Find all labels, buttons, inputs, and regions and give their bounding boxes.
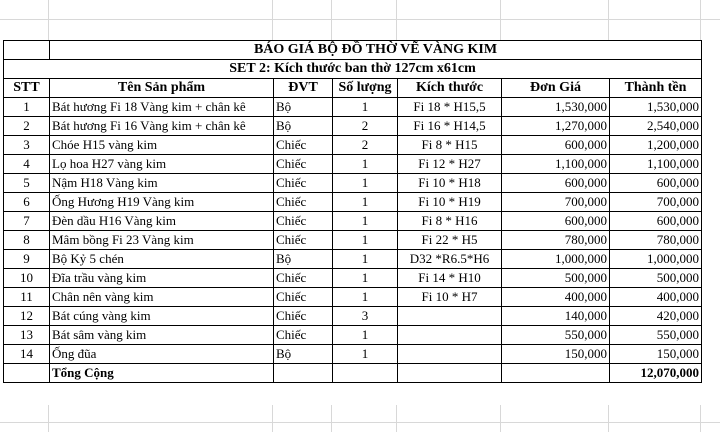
cell-size[interactable]: Fi 8 * H15: [398, 136, 502, 155]
cell-product-name[interactable]: Bát cúng vàng kim: [50, 307, 274, 326]
cell-unit-price[interactable]: 700,000: [502, 193, 610, 212]
empty-cell[interactable]: [4, 364, 50, 383]
cell-unit[interactable]: Bộ: [274, 250, 333, 269]
cell-total[interactable]: 600,000: [610, 174, 702, 193]
cell-product-name[interactable]: Lọ hoa H27 vàng kim: [50, 155, 274, 174]
cell-total[interactable]: 780,000: [610, 231, 702, 250]
cell-quantity[interactable]: 1: [333, 212, 398, 231]
grand-total-value[interactable]: 12,070,000: [610, 364, 702, 383]
cell-stt[interactable]: 1: [4, 98, 50, 117]
cell-unit-price[interactable]: 1,270,000: [502, 117, 610, 136]
header-product-name[interactable]: Tên Sản phẩm: [50, 79, 274, 98]
cell-size[interactable]: Fi 14 * H10: [398, 269, 502, 288]
empty-cell[interactable]: [333, 364, 398, 383]
cell-product-name[interactable]: Bát sâm vàng kim: [50, 326, 274, 345]
cell-quantity[interactable]: 1: [333, 193, 398, 212]
subtitle-row: [4, 60, 702, 79]
cell-quantity[interactable]: 3: [333, 307, 398, 326]
grid-line: [272, 0, 273, 40]
table-row: [4, 174, 702, 193]
grid-line: [608, 405, 609, 432]
cell-unit[interactable]: Chiếc: [274, 155, 333, 174]
cell-quantity[interactable]: 1: [333, 345, 398, 364]
grid-line: [500, 0, 501, 40]
cell-total[interactable]: 1,100,000: [610, 155, 702, 174]
table-row: [4, 307, 702, 326]
cell-size[interactable]: Fi 10 * H7: [398, 288, 502, 307]
cell-stt[interactable]: 13: [4, 326, 50, 345]
cell-total[interactable]: 1,530,000: [610, 98, 702, 117]
grid-line: [0, 19, 720, 20]
cell-quantity[interactable]: 1: [333, 231, 398, 250]
empty-cell[interactable]: [398, 364, 502, 383]
cell-total[interactable]: 600,000: [610, 212, 702, 231]
cell-total[interactable]: 550,000: [610, 326, 702, 345]
header-unit[interactable]: ĐVT: [274, 79, 333, 98]
cell-size[interactable]: Fi 18 * H15,5: [398, 98, 502, 117]
cell-unit[interactable]: Chiếc: [274, 326, 333, 345]
quote-subtitle[interactable]: SET 2: Kích thước ban thờ 127cm x61cm: [4, 60, 702, 79]
cell-stt[interactable]: 8: [4, 231, 50, 250]
grid-line: [331, 0, 332, 40]
cell-product-name[interactable]: Bát hương Fi 16 Vàng kim + chân kê: [50, 117, 274, 136]
cell-size[interactable]: Fi 22 * H5: [398, 231, 502, 250]
cell-quantity[interactable]: 1: [333, 98, 398, 117]
grid-line: [396, 0, 397, 40]
grid-line: [700, 0, 701, 40]
grid-line: [272, 405, 273, 432]
cell-size[interactable]: [398, 307, 502, 326]
table-row: [4, 98, 702, 117]
cell-product-name[interactable]: Đèn dầu H16 Vàng kim: [50, 212, 274, 231]
table-row: [4, 212, 702, 231]
grid-line: [700, 405, 701, 432]
cell-product-name[interactable]: Chóe H15 vàng kim: [50, 136, 274, 155]
cell-unit[interactable]: Chiếc: [274, 193, 333, 212]
cell-unit-price[interactable]: 400,000: [502, 288, 610, 307]
table-row: [4, 345, 702, 364]
grid-line: [500, 405, 501, 432]
cell-stt[interactable]: 12: [4, 307, 50, 326]
table-row: [4, 269, 702, 288]
cell-unit-price[interactable]: 780,000: [502, 231, 610, 250]
sheet-bottom-empty-area: [0, 405, 720, 432]
total-label[interactable]: Tổng Cộng: [50, 364, 274, 383]
grid-lines-bottom: [0, 405, 720, 432]
cell-quantity[interactable]: 1: [333, 326, 398, 345]
cell-stt[interactable]: 3: [4, 136, 50, 155]
grid-line: [396, 405, 397, 432]
cell-unit-price[interactable]: 1,530,000: [502, 98, 610, 117]
cell-unit[interactable]: Chiếc: [274, 174, 333, 193]
header-unit-price[interactable]: Đơn Giá: [502, 79, 610, 98]
cell-unit[interactable]: Chiếc: [274, 288, 333, 307]
cell-stt[interactable]: 4: [4, 155, 50, 174]
cell-stt[interactable]: 11: [4, 288, 50, 307]
cell-unit-price[interactable]: 150,000: [502, 345, 610, 364]
grid-line: [48, 405, 49, 432]
table-row: [4, 117, 702, 136]
cell-unit-price[interactable]: 140,000: [502, 307, 610, 326]
table-row: [4, 193, 702, 212]
cell-size[interactable]: [398, 345, 502, 364]
cell-stt[interactable]: 9: [4, 250, 50, 269]
empty-cell[interactable]: [4, 41, 50, 60]
table-row: [4, 326, 702, 345]
cell-unit[interactable]: Bộ: [274, 345, 333, 364]
cell-total[interactable]: 1,200,000: [610, 136, 702, 155]
header-total[interactable]: Thành tền: [610, 79, 702, 98]
cell-unit-price[interactable]: 1,000,000: [502, 250, 610, 269]
grid-line: [331, 405, 332, 432]
cell-stt[interactable]: 5: [4, 174, 50, 193]
cell-unit[interactable]: Chiếc: [274, 136, 333, 155]
grid-line: [608, 0, 609, 40]
total-row: [4, 364, 702, 383]
cell-product-name[interactable]: Nậm H18 Vàng kim: [50, 174, 274, 193]
cell-total[interactable]: 2,540,000: [610, 117, 702, 136]
cell-quantity[interactable]: 1: [333, 269, 398, 288]
cell-product-name[interactable]: Chân nên vàng kim: [50, 288, 274, 307]
cell-unit[interactable]: Chiếc: [274, 231, 333, 250]
cell-total[interactable]: 400,000: [610, 288, 702, 307]
cell-stt[interactable]: 6: [4, 193, 50, 212]
table-row: [4, 288, 702, 307]
sheet-top-empty-area: [0, 0, 720, 40]
cell-product-name[interactable]: Bộ Kỷ 5 chén: [50, 250, 274, 269]
cell-quantity[interactable]: 1: [333, 250, 398, 269]
cell-total[interactable]: 150,000: [610, 345, 702, 364]
cell-total[interactable]: 500,000: [610, 269, 702, 288]
grid-line: [48, 0, 49, 40]
cell-product-name[interactable]: Bát hương Fi 18 Vàng kim + chân kê: [50, 98, 274, 117]
cell-quantity[interactable]: 1: [333, 174, 398, 193]
title-row: [4, 41, 702, 60]
cell-unit[interactable]: Chiếc: [274, 269, 333, 288]
cell-total[interactable]: 420,000: [610, 307, 702, 326]
cell-stt[interactable]: 10: [4, 269, 50, 288]
table-row: [4, 155, 702, 174]
price-table: [3, 40, 702, 383]
cell-product-name[interactable]: Ống Hương H19 Vàng kim: [50, 193, 274, 212]
cell-product-name[interactable]: Mâm bồng Fi 23 Vàng kim: [50, 231, 274, 250]
cell-unit-price[interactable]: 500,000: [502, 269, 610, 288]
cell-unit-price[interactable]: 600,000: [502, 136, 610, 155]
cell-quantity[interactable]: 2: [333, 117, 398, 136]
cell-unit[interactable]: Chiếc: [274, 307, 333, 326]
cell-unit-price[interactable]: 600,000: [502, 174, 610, 193]
cell-product-name[interactable]: Ống đũa: [50, 345, 274, 364]
cell-size[interactable]: D32 *R6.5*H6: [398, 250, 502, 269]
grid-line: [0, 422, 720, 423]
cell-size[interactable]: Fi 10 * H18: [398, 174, 502, 193]
cell-size[interactable]: Fi 10 * H19: [398, 193, 502, 212]
quote-title[interactable]: BÁO GIÁ BỘ ĐỒ THỜ VẼ VÀNG KIM: [50, 41, 702, 60]
cell-stt[interactable]: 14: [4, 345, 50, 364]
empty-cell[interactable]: [502, 364, 610, 383]
cell-stt[interactable]: 7: [4, 212, 50, 231]
header-quantity[interactable]: Số lượng: [333, 79, 398, 98]
header-stt[interactable]: STT: [4, 79, 50, 98]
cell-stt[interactable]: 2: [4, 117, 50, 136]
cell-unit-price[interactable]: 1,100,000: [502, 155, 610, 174]
cell-unit[interactable]: Chiếc: [274, 212, 333, 231]
cell-product-name[interactable]: Đĩa trầu vàng kim: [50, 269, 274, 288]
table-row: [4, 136, 702, 155]
header-size[interactable]: Kích thước: [398, 79, 502, 98]
cell-size[interactable]: [398, 326, 502, 345]
cell-size[interactable]: Fi 16 * H14,5: [398, 117, 502, 136]
cell-unit[interactable]: Bộ: [274, 98, 333, 117]
cell-size[interactable]: Fi 12 * H27: [398, 155, 502, 174]
cell-size[interactable]: Fi 8 * H16: [398, 212, 502, 231]
table-row: [4, 250, 702, 269]
cell-unit-price[interactable]: 600,000: [502, 212, 610, 231]
cell-total[interactable]: 700,000: [610, 193, 702, 212]
header-row: [4, 79, 702, 98]
table-row: [4, 231, 702, 250]
cell-unit[interactable]: Bộ: [274, 117, 333, 136]
cell-quantity[interactable]: 1: [333, 155, 398, 174]
cell-quantity[interactable]: 1: [333, 288, 398, 307]
cell-total[interactable]: 1,000,000: [610, 250, 702, 269]
cell-unit-price[interactable]: 550,000: [502, 326, 610, 345]
empty-cell[interactable]: [274, 364, 333, 383]
cell-quantity[interactable]: 2: [333, 136, 398, 155]
